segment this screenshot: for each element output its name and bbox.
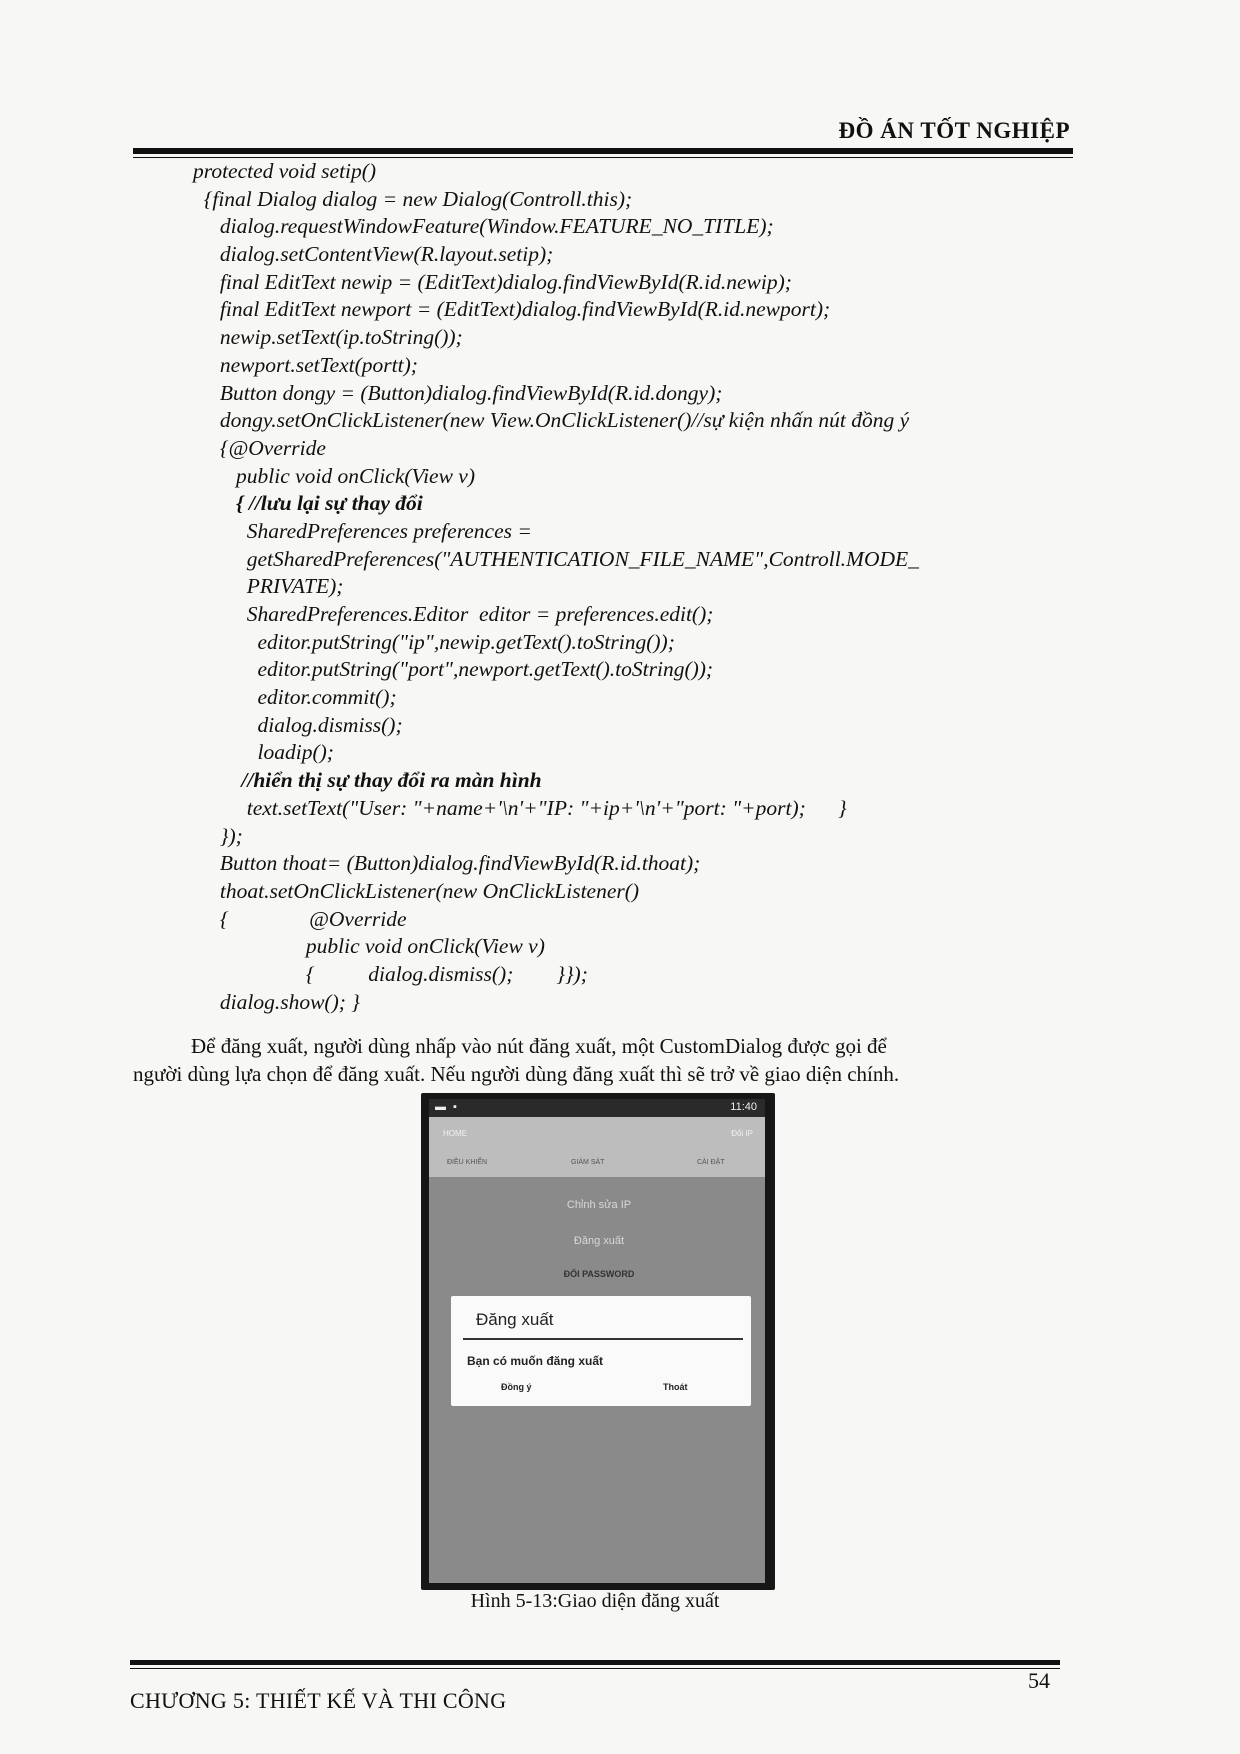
tab-cai-dat[interactable]: CÀI ĐẶT xyxy=(697,1159,725,1166)
change-password-button[interactable]: ĐỔI PASSWORD xyxy=(563,1269,635,1279)
code-line: { //lưu lại sự thay đổi xyxy=(193,491,423,516)
phone-screen xyxy=(429,1099,765,1583)
code-line: protected void setip() xyxy=(193,159,377,183)
notification-icons: ▬ ▪ xyxy=(435,1101,459,1113)
code-line: getSharedPreferences("AUTHENTICATION_FILE_NAME",Controll.MODE_ xyxy=(193,546,919,571)
code-line: editor.commit(); xyxy=(193,685,397,710)
paragraph-line: Để đăng xuất, người dùng nhấp vào nút đăng xuất, một CustomDialog được gọi để xyxy=(191,1034,887,1058)
code-line: newip.setText(ip.toString()); xyxy=(193,325,463,350)
code-line: { dialog.dismiss(); }}); xyxy=(193,961,588,986)
header-right-label[interactable]: Đổi IP xyxy=(731,1129,753,1138)
dialog-cancel-button[interactable]: Thoát xyxy=(663,1382,688,1392)
dialog-message: Bạn có muốn đăng xuất xyxy=(467,1354,604,1368)
code-line: public void onClick(View v) xyxy=(193,463,476,488)
footer-rule-thin xyxy=(130,1668,1060,1669)
code-line: SharedPreferences preferences = xyxy=(193,518,532,543)
code-line: SharedPreferences.Editor editor = preferences.edit(); xyxy=(193,602,714,626)
code-line: thoat.setOnClickListener(new OnClickListener() xyxy=(193,878,640,903)
tab-giam-sat[interactable]: GIÁM SÁT xyxy=(571,1159,605,1166)
body-paragraph xyxy=(133,1032,1058,1088)
code-line: text.setText("User: "+name+'\n'+"IP: "+ip+'\n'+"port: "+port); } xyxy=(193,795,847,820)
phone-screenshot xyxy=(421,1093,775,1590)
code-line: Button thoat= (Button)dialog.findViewById(R.id.thoat); xyxy=(193,851,701,876)
dialog-title: Đăng xuất xyxy=(476,1310,554,1329)
code-line: editor.putString("port",newport.getText().toString()); xyxy=(193,657,714,682)
code-line: {final Dialog dialog = new Dialog(Controll.this); xyxy=(193,186,633,211)
home-label[interactable]: HOME xyxy=(443,1129,467,1138)
code-line: dongy.setOnClickListener(new View.OnClickListener()//sự kiện nhấn nút đồng ý xyxy=(193,408,910,433)
header-rule-thick xyxy=(133,148,1073,154)
header-title: ĐỒ ÁN TỐT NGHIỆP xyxy=(838,118,1070,143)
figure-caption: Hình 5-13:Giao diện đăng xuất xyxy=(470,1590,720,1612)
tab-dieu-khien[interactable]: ĐIỀU KHIỂN xyxy=(447,1159,488,1166)
status-time: 11:40 xyxy=(730,1101,757,1113)
code-line: public void onClick(View v) xyxy=(193,934,545,959)
code-line: }); xyxy=(193,823,243,848)
code-line: dialog.show(); } xyxy=(193,989,360,1014)
code-line: { @Override xyxy=(193,906,407,931)
code-listing xyxy=(193,158,1093,1016)
code-line: Button dongy = (Button)dialog.findViewById(R.id.dongy); xyxy=(193,380,723,405)
logout-dialog xyxy=(451,1296,751,1406)
footer-chapter: CHƯƠNG 5: THIẾT KẾ VÀ THI CÔNG xyxy=(130,1688,507,1713)
code-line: //hiển thị sự thay đổi ra màn hình xyxy=(193,768,542,793)
code-line: editor.putString("ip",newip.getText().toString()); xyxy=(193,629,675,654)
code-line: newport.setText(portt); xyxy=(193,352,418,377)
code-line: loadip(); xyxy=(193,740,334,765)
logout-button[interactable]: Đăng xuất xyxy=(573,1235,625,1247)
code-line: {@Override xyxy=(193,435,326,460)
code-line: dialog.requestWindowFeature(Window.FEATURE_NO_TITLE); xyxy=(193,214,774,239)
code-line: final EditText newip = (EditText)dialog.findViewById(R.id.newip); xyxy=(193,269,792,294)
app-header xyxy=(429,1117,765,1177)
code-line: PRIVATE); xyxy=(193,574,344,599)
paragraph-line: người dùng lựa chọn để đăng xuất. Nếu người dùng đăng xuất thì sẽ trở về giao diện chính. xyxy=(133,1062,900,1086)
page-number: 54 xyxy=(1028,1668,1050,1693)
code-line: dialog.dismiss(); xyxy=(193,712,403,737)
status-bar xyxy=(429,1099,765,1117)
dialog-divider xyxy=(463,1338,743,1340)
code-line: final EditText newport = (EditText)dialog.findViewById(R.id.newport); xyxy=(193,297,831,322)
dialog-ok-button[interactable]: Đồng ý xyxy=(501,1382,532,1392)
code-line: dialog.setContentView(R.layout.setip); xyxy=(193,242,554,267)
app-background xyxy=(429,1117,765,1583)
edit-ip-button[interactable]: Chỉnh sửa IP xyxy=(566,1199,632,1211)
footer-rule-thick xyxy=(130,1660,1060,1665)
